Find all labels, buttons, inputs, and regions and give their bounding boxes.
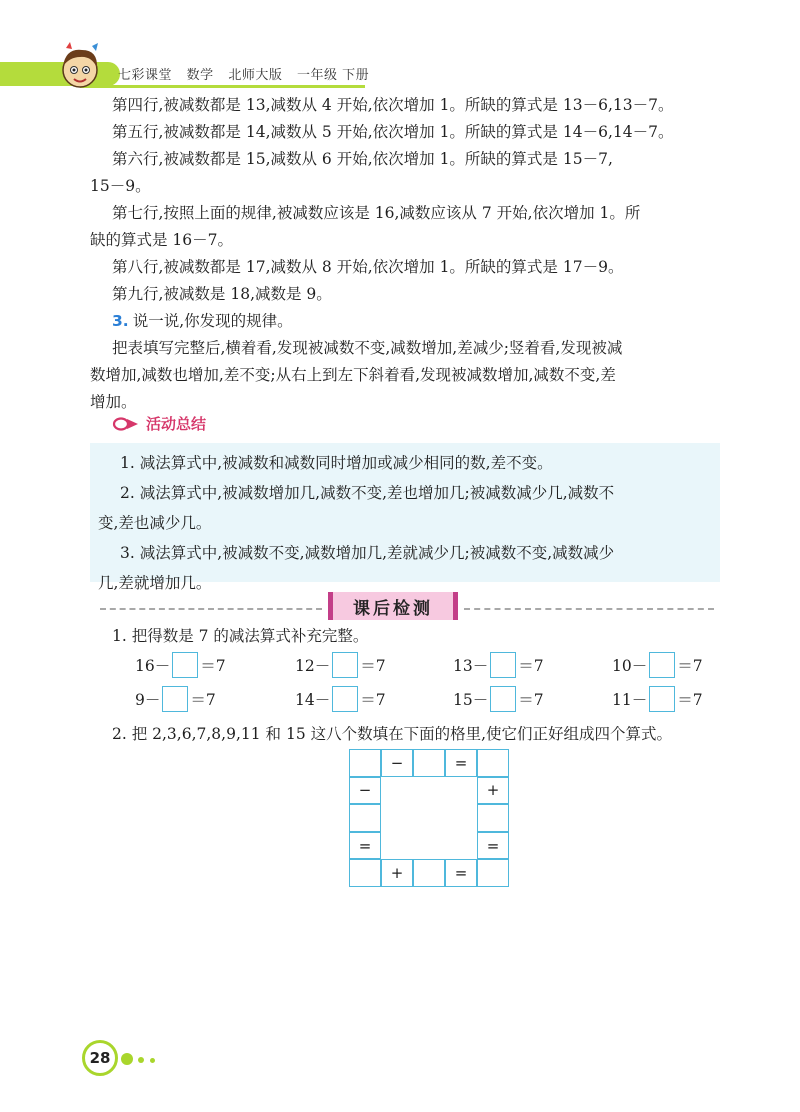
equation-left: 10－: [612, 657, 648, 675]
answer-box[interactable]: [162, 686, 188, 712]
equation-right: ＝7: [200, 657, 226, 675]
equation-right: ＝7: [360, 691, 386, 709]
question-2: 2. 把 2,3,6,7,8,9,11 和 15 这八个数填在下面的格里,使它们正好组成四个算式。: [112, 725, 673, 743]
equation-right: ＝7: [190, 691, 216, 709]
equation-left: 11－: [612, 691, 648, 709]
summary-marker-icon: [112, 416, 140, 432]
answer-box[interactable]: [332, 652, 358, 678]
equation-left: 9－: [135, 691, 161, 709]
equation-right: ＝7: [518, 691, 544, 709]
header-edition: 北师大版: [228, 68, 283, 83]
grid-cell[interactable]: [349, 859, 381, 887]
pattern-paragraph-cont2: 增加。: [90, 393, 137, 411]
running-header: [118, 64, 379, 83]
equation-left: 14－: [295, 691, 331, 709]
row7-paragraph: 第七行,按照上面的规律,被减数应该是 16,减数应该从 7 开始,依次增加 1。所: [112, 204, 641, 222]
summary-box: [90, 443, 720, 592]
item3-number: 3.: [112, 312, 129, 330]
equation-right: ＝7: [360, 657, 386, 675]
row4-paragraph: 第四行,被减数都是 13,减数从 4 开始,依次增加 1。所缺的算式是 13－6,13－7。: [112, 96, 674, 114]
grid-cell[interactable]: [413, 859, 445, 887]
pattern-paragraph-cont1: 数增加,减数也增加,差不变;从右上到左下斜着看,发现被减数增加,减数不变,差: [90, 366, 616, 384]
summary-point-3-cont: 几,差就增加几。: [98, 574, 212, 592]
activity-summary-title: [112, 413, 206, 434]
equation-3: [453, 652, 544, 678]
header-rule: [80, 85, 365, 88]
answer-box[interactable]: [332, 686, 358, 712]
pattern-paragraph: 把表填写完整后,横着看,发现被减数不变,减数增加,差减少;竖着看,发现被减: [112, 339, 623, 357]
equation-right: ＝7: [518, 657, 544, 675]
summary-point-2: 2. 减法算式中,被减数增加几,减数不变,差也增加几;被减数减少几,减数不: [120, 484, 615, 502]
grid-cell[interactable]: [349, 749, 381, 777]
grid-symbol-plus: +: [477, 777, 509, 805]
grid-cell[interactable]: [477, 749, 509, 777]
row9-paragraph: 第九行,被减数是 18,减数是 9。: [112, 285, 332, 303]
row6-paragraph-cont: 15－9。: [90, 177, 151, 195]
question-1: 1. 把得数是 7 的减法算式补充完整。: [112, 627, 369, 645]
grid-symbol-plus: +: [381, 859, 413, 887]
equation-6: [295, 686, 386, 712]
answer-explanation: [90, 92, 730, 416]
equation-left: 12－: [295, 657, 331, 675]
row7-paragraph-cont: 缺的算式是 16－7。: [90, 231, 234, 249]
grid-symbol-equals: =: [349, 832, 381, 860]
header-grade: 一年级 下册: [296, 68, 370, 83]
answer-box[interactable]: [649, 686, 675, 712]
summary-point-2-cont: 变,差也减少几。: [98, 514, 212, 532]
number-grid: [349, 749, 509, 887]
equation-left: 16－: [135, 657, 171, 675]
grid-cell[interactable]: [477, 804, 509, 832]
row8-paragraph: 第八行,被减数都是 17,减数从 8 开始,依次增加 1。所缺的算式是 17－9。: [112, 258, 624, 276]
answer-box[interactable]: [490, 652, 516, 678]
header-subject: 数学: [186, 68, 214, 83]
summary-point-3: 3. 减法算式中,被减数不变,减数增加几,差就减少几;被减数不变,减数减少: [120, 544, 615, 562]
grid-cell[interactable]: [349, 804, 381, 832]
row5-paragraph: 第五行,被减数都是 14,减数从 5 开始,依次增加 1。所缺的算式是 14－6,14－7。: [112, 123, 674, 141]
equation-1: [135, 652, 226, 678]
equation-4: [612, 652, 703, 678]
equation-2: [295, 652, 386, 678]
equation-5: [135, 686, 216, 712]
summary-point-1: 1. 减法算式中,被减数和减数同时增加或减少相同的数,差不变。: [120, 454, 553, 472]
decor-dot-small: [150, 1058, 155, 1063]
equation-left: 15－: [453, 691, 489, 709]
page-number: 28: [82, 1040, 118, 1076]
grid-symbol-minus: −: [349, 777, 381, 805]
grid-cell[interactable]: [477, 859, 509, 887]
grid-cell[interactable]: [413, 749, 445, 777]
equation-right: ＝7: [677, 657, 703, 675]
item3-text: 说一说,你发现的规律。: [132, 312, 293, 330]
equation-8: [612, 686, 703, 712]
equation-left: 13－: [453, 657, 489, 675]
decor-dot-medium: [138, 1057, 144, 1063]
answer-box[interactable]: [649, 652, 675, 678]
decor-dot-large: [121, 1053, 133, 1065]
answer-box[interactable]: [172, 652, 198, 678]
grid-symbol-equals: =: [445, 859, 477, 887]
grid-symbol-equals: =: [445, 749, 477, 777]
grid-symbol-minus: −: [381, 749, 413, 777]
row6-paragraph: 第六行,被减数都是 15,减数从 6 开始,依次增加 1。所缺的算式是 15－7,: [112, 150, 613, 168]
grid-symbol-equals: =: [477, 832, 509, 860]
divider-right: [464, 608, 714, 610]
equation-7: [453, 686, 544, 712]
summary-title-text: 活动总结: [146, 415, 207, 433]
equation-right: ＝7: [677, 691, 703, 709]
divider-left: [100, 608, 322, 610]
mascot-icon: [52, 40, 108, 96]
answer-box[interactable]: [490, 686, 516, 712]
item3-heading: [90, 308, 730, 335]
after-class-test-badge: 课后检测: [328, 592, 458, 620]
header-series: 七彩课堂: [118, 68, 173, 83]
